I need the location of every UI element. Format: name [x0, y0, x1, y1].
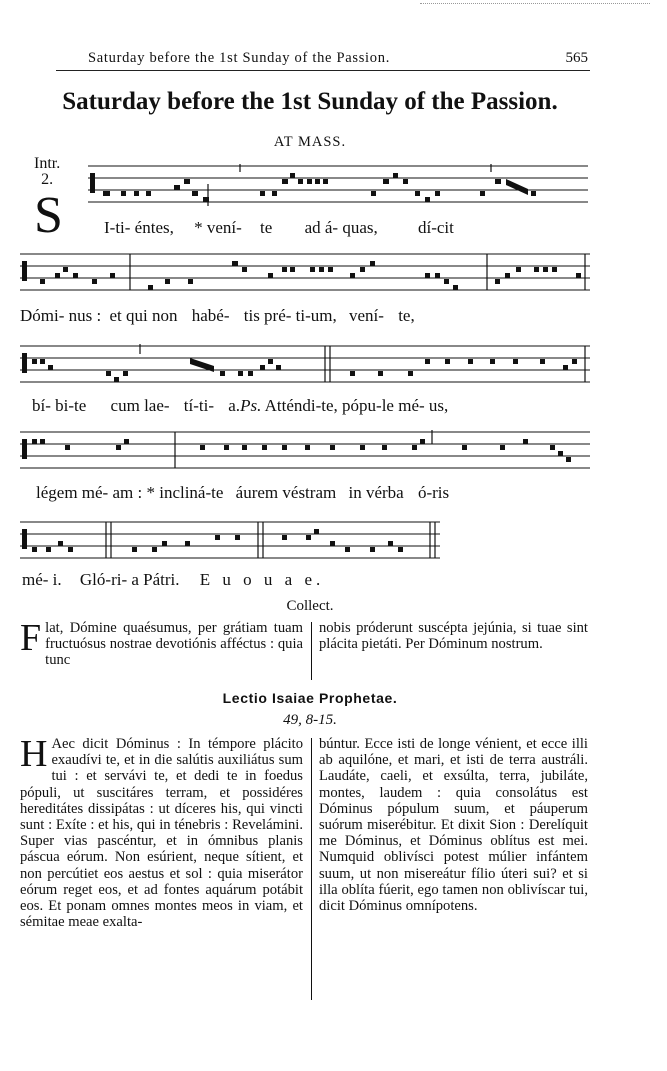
lyric-syllable: mé- i. — [22, 570, 62, 589]
lesson-heading: Lectio Isaiae Prophetae. — [222, 690, 398, 706]
running-head-title: Saturday before the 1st Sunday of the Passion. — [88, 50, 391, 66]
lyric-syllable: áurem véstram — [235, 483, 337, 502]
lyric-syllable: te — [260, 218, 273, 237]
running-head — [88, 50, 588, 67]
lesson-text-right: búntur. Ecce isti de longe vénient, et ecce illi ab aquilóne, et mari, et isti de terra austráli. Laudáte, caeli, et exsúlta, terra, jubiláte, montes, laudem : quia consolátus est Dóminus pópulum suum, et páuperum suórum miserébitur. Et dixit Sion : Derelíquit me Dóminus, et Dóminus oblítus est mei. Numquid oblivísci potest múlier infántem suum, ut non misereátur fílio úteri sui? et si illa oblíta fúerit, ego tamen non oblivíscar tui, dicit Dóminus omnípotens. — [319, 736, 588, 915]
lesson-right-column — [319, 736, 588, 914]
chant-staff-4 — [20, 430, 590, 476]
lyric-syllable: * vení- — [194, 218, 242, 237]
lyric-syllable: ó-ris — [417, 483, 450, 502]
lyric-syllable: Atténdi-te, pópu-le mé- us, — [264, 396, 449, 415]
collect-column-rule — [311, 622, 312, 680]
lyric-syllable: et qui non — [109, 306, 178, 325]
lesson-left-column — [20, 733, 303, 931]
lyric-syllable: Dómi- nus : — [20, 306, 102, 325]
lyric-syllable: dí-cit — [418, 218, 454, 237]
lyric-line-1 — [104, 218, 454, 238]
lyric-syllable: I-ti- éntes, — [104, 218, 174, 237]
lesson-text-left: Aec dicit Dóminus : In témpore plácito exaudívi te, et in die salútis auxiliátus sum tui : et servávi te, et dedi te in foedus pópuli, ut suscitáres terram, et possidéres hereditátes dissipátas : ut díceres his, qui vincti sunt : Exíte : et his, qui in ténebris : Revelámini. Super vias pascéntur, et in ómnibus planis páscua eórum. Non esúrient, neque sítient, et non percútiet eos aestus et sol : quia miserátor eórum reget eos, et ad fontes aquárum potábit eos. Et ponam omnes montes meos in viam, et sémitae meae exalta- — [20, 736, 303, 931]
chant-staff-5 — [20, 520, 440, 566]
chant-staff-1 — [88, 164, 588, 210]
lyric-syllable: tí-ti- — [183, 396, 215, 415]
lyric-syllable: tis pré- ti-um, — [243, 306, 337, 325]
lyric-syllable: ad á- quas, — [304, 218, 378, 237]
header-rule — [56, 70, 590, 71]
lyric-syllable: cum lae- — [110, 396, 170, 415]
introit-name: Intr. — [34, 155, 61, 172]
lyric-line-2 — [20, 306, 415, 326]
lesson-column-rule — [311, 738, 312, 1000]
chant-staff-2 — [20, 252, 590, 298]
page-number: 565 — [565, 50, 588, 66]
lyric-syllable: légem mé- am : — [36, 483, 143, 502]
collect-heading: Collect. — [286, 598, 334, 614]
collect-text-right: nobis próderunt suscépta jejúnia, si tuae sint plácita pietáti. Per Dóminum nostrum. — [319, 620, 588, 653]
collect-right-column — [319, 620, 588, 652]
lyric-syllable: habé- — [191, 306, 230, 325]
scan-edge-mark — [420, 3, 650, 5]
lyric-line-5 — [22, 570, 324, 590]
lyric-syllable: Gló-ri- a Pátri. — [79, 570, 180, 589]
psalm-marker: Ps. — [240, 396, 262, 415]
lyric-syllable: bí- bi-te — [32, 396, 87, 415]
introit-mode: 2. — [41, 171, 54, 188]
lyric-syllable: E u o u a e. — [199, 570, 325, 589]
lyric-syllable: * incliná-te — [146, 483, 224, 502]
lyric-line-4 — [36, 483, 449, 503]
chant-staff-3 — [20, 344, 590, 390]
introit-initial: S — [34, 187, 63, 244]
lyric-syllable: in vérba — [348, 483, 404, 502]
introit-label — [34, 156, 60, 188]
lyric-syllable: vení- — [349, 306, 384, 325]
lyric-syllable: te, — [398, 306, 415, 325]
lyric-syllable: a. — [228, 396, 241, 415]
lesson-reference: 49, 8-15. — [283, 712, 337, 728]
mass-subtitle: AT MASS. — [273, 134, 347, 150]
lyric-line-3 — [32, 396, 448, 416]
collect-initial: F — [20, 617, 42, 659]
collect-text-left: lat, Dómine quaésumus, per grátiam tuam fructuósus nostrae devotiónis afféctus : quia tunc — [45, 620, 303, 669]
lesson-initial: H — [20, 733, 48, 775]
page-title: Saturday before the 1st Sunday of the Passion. — [62, 88, 558, 115]
collect-left-column — [20, 617, 303, 669]
